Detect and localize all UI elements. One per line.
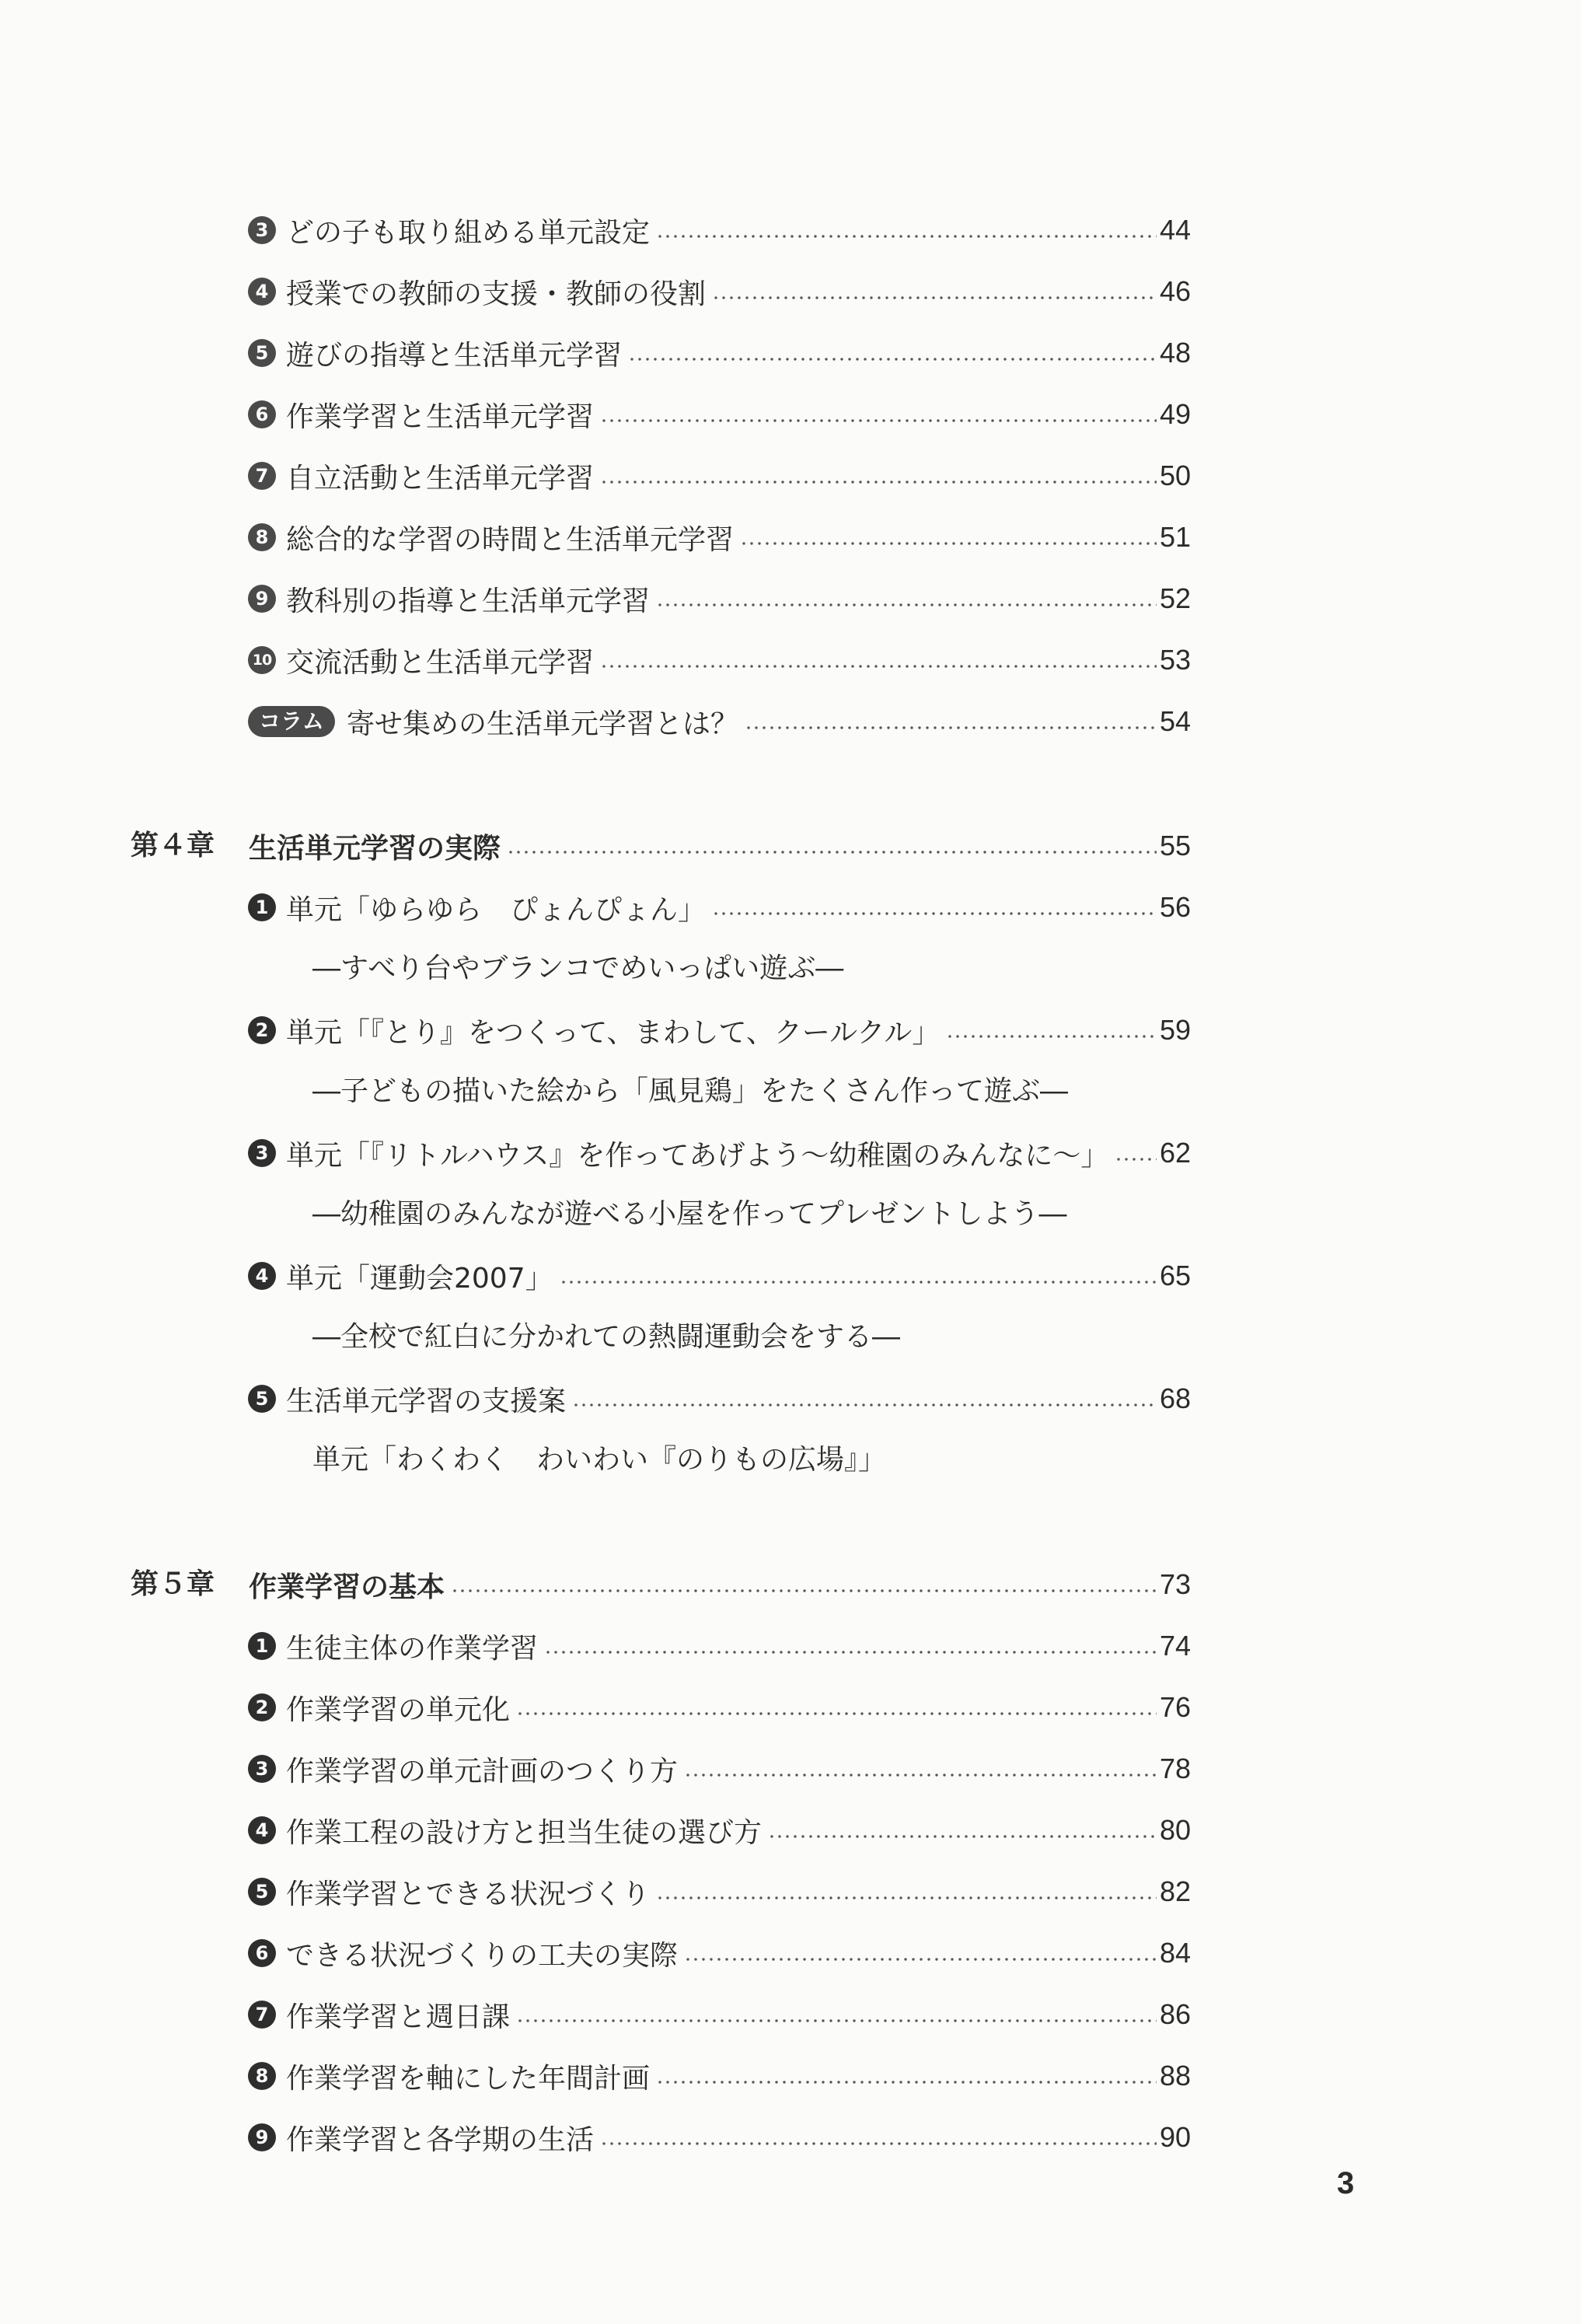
toc-item-subtitle <box>0 1068 1581 1115</box>
toc-item[interactable] <box>0 1991 1581 2038</box>
toc-item[interactable] <box>0 2053 1581 2099</box>
toc-item[interactable] <box>0 514 1581 561</box>
item-number-badge: 5 <box>248 339 276 367</box>
toc-item-page: 52 <box>1159 582 1191 614</box>
chapter-label: 第５章 <box>131 1568 215 1600</box>
chapter-page: 55 <box>1159 830 1191 861</box>
toc-item-page: 54 <box>1159 705 1191 737</box>
chapter-page: 73 <box>1159 1568 1191 1600</box>
item-number-badge: 5 <box>248 1878 276 1906</box>
dot-leader <box>684 1774 1157 1777</box>
toc-item[interactable] <box>0 637 1581 683</box>
toc-item-page: 84 <box>1159 1937 1191 1969</box>
toc-item[interactable] <box>0 1807 1581 1854</box>
toc-item-page: 50 <box>1159 460 1191 491</box>
toc-item-page: 49 <box>1159 398 1191 430</box>
toc-item-page: 48 <box>1159 337 1191 369</box>
item-number-badge: 4 <box>248 1262 276 1290</box>
item-number-badge: 7 <box>248 462 276 490</box>
toc-item-title: 作業学習と各学期の生活 <box>286 2123 595 2156</box>
dot-leader <box>656 603 1157 606</box>
toc-item[interactable] <box>0 453 1581 499</box>
toc-item[interactable] <box>0 207 1581 253</box>
toc-item-page: 56 <box>1159 891 1191 923</box>
dot-leader <box>516 1712 1157 1715</box>
item-number-badge: 7 <box>248 2001 276 2029</box>
toc-item-page: 65 <box>1159 1260 1191 1291</box>
toc-item-title: 作業学習とできる状況づくり <box>286 1878 651 1910</box>
item-number-badge: 10 <box>248 646 276 674</box>
dot-leader <box>946 1035 1157 1038</box>
item-number-badge: 6 <box>248 1939 276 1967</box>
toc-item-title: 単元「『リトルハウス』を作ってあげよう～幼稚園のみんなに～」 <box>286 1139 1109 1172</box>
dot-leader <box>656 235 1157 238</box>
item-number-badge: 3 <box>248 216 276 244</box>
toc-item[interactable] <box>0 1623 1581 1669</box>
item-number-badge: 9 <box>248 585 276 613</box>
toc-item[interactable] <box>0 1375 1581 1422</box>
toc-item[interactable] <box>0 1930 1581 1976</box>
toc-item-title: 作業工程の設け方と担当生徒の選び方 <box>286 1816 763 1849</box>
toc-item-page: 82 <box>1159 1875 1191 1907</box>
toc-item-title: 作業学習の単元計画のつくり方 <box>286 1755 679 1788</box>
chapter-label: 第４章 <box>131 830 215 861</box>
dot-leader <box>684 1958 1157 1961</box>
item-number-badge: 6 <box>248 400 276 428</box>
toc-column-item[interactable] <box>0 698 1581 745</box>
dot-leader <box>740 542 1157 545</box>
toc-item-title: 単元「ゆらゆら ぴょんぴょん」 <box>286 893 707 926</box>
toc-item-title: 単元「『とり』をつくって、まわして、クールクル」 <box>286 1016 941 1049</box>
dot-leader <box>745 726 1157 729</box>
toc-item[interactable] <box>0 1253 1581 1299</box>
toc-item[interactable] <box>0 575 1581 622</box>
dot-leader <box>712 296 1157 299</box>
item-number-badge: 1 <box>248 1632 276 1660</box>
toc-item-page: 59 <box>1159 1014 1191 1046</box>
toc-item[interactable] <box>0 1746 1581 1792</box>
toc-item-page: 68 <box>1159 1382 1191 1414</box>
dot-leader <box>656 1896 1157 1899</box>
item-number-badge: 4 <box>248 278 276 306</box>
toc-item-subtitle <box>0 1314 1581 1361</box>
chapter-title: 生活単元学習の実際 <box>249 832 501 865</box>
dot-leader <box>572 1403 1157 1407</box>
toc-item-title: 生徒主体の作業学習 <box>286 1632 539 1665</box>
toc-item-page: 46 <box>1159 275 1191 307</box>
chapter-heading-5[interactable] <box>0 1561 1581 1608</box>
toc-item-page: 76 <box>1159 1691 1191 1723</box>
chapter-title: 作業学習の基本 <box>249 1571 445 1603</box>
toc-item[interactable] <box>0 1868 1581 1915</box>
toc-item-title: 交流活動と生活単元学習 <box>286 646 595 679</box>
dot-leader <box>600 481 1157 484</box>
toc-item[interactable] <box>0 330 1581 376</box>
toc-item-title: できる状況づくりの工夫の実際 <box>286 1939 679 1972</box>
toc-item-page: 53 <box>1159 644 1191 676</box>
toc-item-page: 44 <box>1159 214 1191 246</box>
dot-leader <box>656 2081 1157 2084</box>
toc-item-subtitle <box>0 1191 1581 1238</box>
subtitle-text: ―幼稚園のみんなが遊べる小屋を作ってプレゼントしよう― <box>312 1198 1067 1230</box>
dot-leader <box>712 912 1157 915</box>
toc-item-subtitle <box>0 945 1581 992</box>
toc-item-title: 自立活動と生活単元学習 <box>286 462 595 495</box>
dot-leader <box>768 1835 1157 1838</box>
toc-item[interactable] <box>0 2114 1581 2161</box>
toc-item[interactable] <box>0 268 1581 315</box>
dot-leader <box>600 665 1157 668</box>
toc-item-page: 86 <box>1159 1998 1191 2030</box>
toc-item[interactable] <box>0 1684 1581 1731</box>
dot-leader <box>600 2142 1157 2145</box>
subtitle-text: ―すべり台やブランコでめいっぱい遊ぶ― <box>312 952 844 984</box>
toc-item[interactable] <box>0 1130 1581 1176</box>
column-badge: コラム <box>248 706 335 737</box>
toc-item-title: 単元「運動会2007」 <box>286 1262 553 1295</box>
item-number-badge: 3 <box>248 1755 276 1783</box>
toc-item-title: どの子も取り組める単元設定 <box>286 216 651 249</box>
dot-leader <box>560 1281 1157 1284</box>
toc-item[interactable] <box>0 884 1581 931</box>
toc-item-title: 作業学習と週日課 <box>286 2001 511 2033</box>
toc-item[interactable] <box>0 1007 1581 1054</box>
item-number-badge: 9 <box>248 2123 276 2151</box>
item-number-badge: 8 <box>248 2062 276 2090</box>
toc-item-title: 授業での教師の支援・教師の役割 <box>286 278 707 310</box>
toc-item-title: 生活単元学習の支援案 <box>286 1385 567 1417</box>
item-number-badge: 8 <box>248 523 276 551</box>
item-number-badge: 2 <box>248 1016 276 1044</box>
page-number: 3 <box>1337 2166 1355 2200</box>
dot-leader <box>516 2019 1157 2022</box>
toc-item-page: 88 <box>1159 2060 1191 2092</box>
dot-leader <box>600 419 1157 422</box>
item-number-badge: 3 <box>248 1139 276 1167</box>
dot-leader <box>507 851 1157 854</box>
dot-leader <box>1115 1158 1157 1161</box>
subtitle-text: ―全校で紅白に分かれての熱闘運動会をする― <box>312 1321 901 1353</box>
toc-item-page: 51 <box>1159 521 1191 553</box>
dot-leader <box>628 358 1157 361</box>
item-number-badge: 4 <box>248 1816 276 1844</box>
toc-item-title: 遊びの指導と生活単元学習 <box>286 339 623 372</box>
chapter-heading-4[interactable] <box>0 823 1581 869</box>
item-number-badge: 5 <box>248 1385 276 1413</box>
toc-item-title: 作業学習の単元化 <box>286 1693 511 1726</box>
toc-item[interactable] <box>0 391 1581 438</box>
toc-item-page: 62 <box>1159 1137 1191 1169</box>
toc-item-page: 80 <box>1159 1814 1191 1846</box>
item-number-badge: 2 <box>248 1693 276 1721</box>
toc-item-title: 寄せ集めの生活単元学習とは？ <box>347 708 739 740</box>
item-number-badge: 1 <box>248 893 276 921</box>
dot-leader <box>544 1651 1157 1654</box>
toc-item-title: 教科別の指導と生活単元学習 <box>286 585 651 617</box>
toc-item-page: 78 <box>1159 1753 1191 1784</box>
toc-item-page: 74 <box>1159 1630 1191 1662</box>
subtitle-text: 単元「わくわく わいわい『のりもの広場』」 <box>312 1444 887 1476</box>
dot-leader <box>451 1589 1157 1592</box>
toc-item-subtitle <box>0 1437 1581 1484</box>
toc-item-title: 作業学習と生活単元学習 <box>286 400 595 433</box>
toc-item-title: 作業学習を軸にした年間計画 <box>286 2062 651 2095</box>
subtitle-text: ―子どもの描いた絵から「風見鶏」をたくさん作って遊ぶ― <box>312 1075 1069 1107</box>
toc-item-page: 90 <box>1159 2121 1191 2153</box>
toc-item-title: 総合的な学習の時間と生活単元学習 <box>286 523 735 556</box>
